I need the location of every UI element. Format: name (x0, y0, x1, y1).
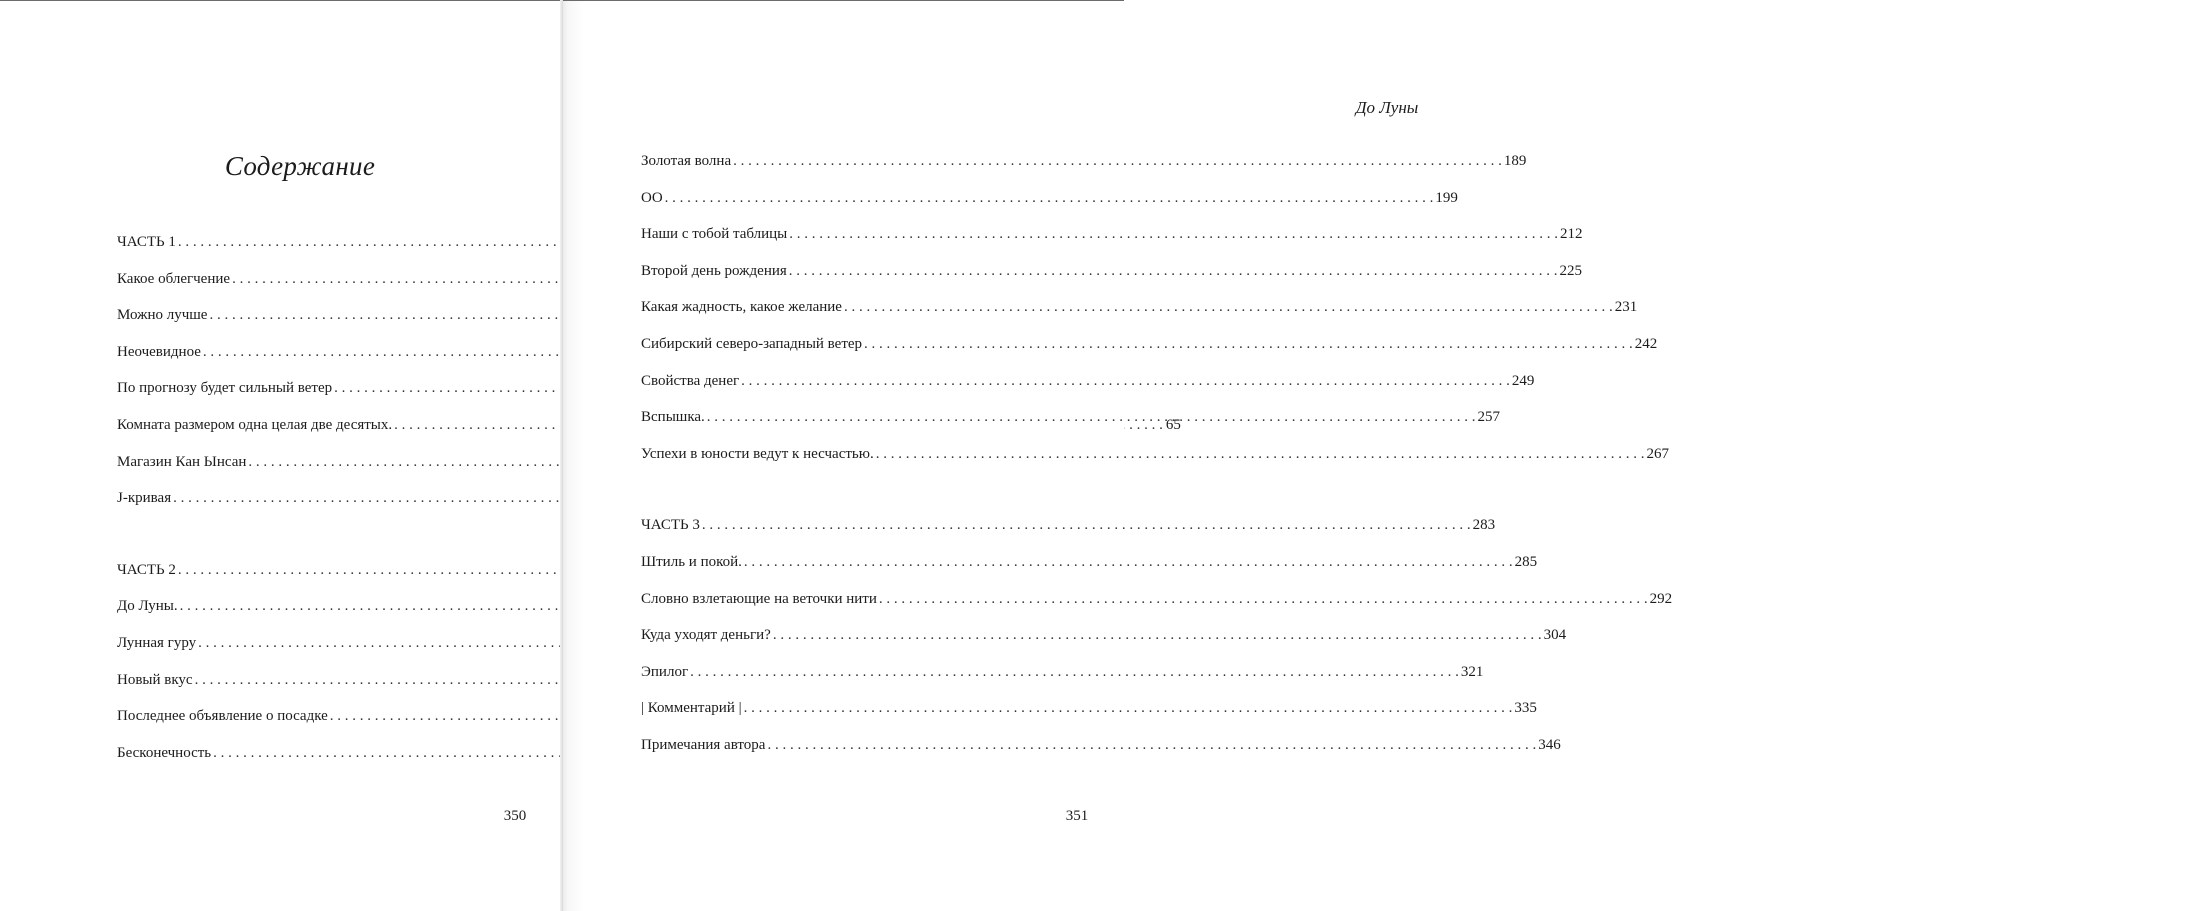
toc-entry[interactable] (117, 234, 485, 271)
toc-entry-title: ОО (641, 189, 663, 206)
toc-entry-title: ЧАСТЬ 2 (117, 561, 176, 578)
toc-entry-title: Словно взлетающие на веточки нити (641, 590, 877, 607)
toc-entry-page: 304 (1543, 627, 1567, 644)
dot-leader (733, 153, 1502, 170)
dot-leader (789, 226, 1558, 243)
toc-entry-title: ЧАСТЬ 1 (117, 234, 176, 250)
toc-entry[interactable] (641, 372, 1535, 410)
dot-leader (741, 373, 1510, 390)
toc-entry-title: ЧАСТЬ 3 (641, 517, 700, 534)
toc-entry-title: Какое облегчение (117, 270, 231, 287)
dot-leader (789, 263, 1558, 280)
toc-entry[interactable] (117, 307, 485, 344)
toc-entry-page: 283 (1472, 517, 1496, 534)
dot-leader (767, 737, 1536, 754)
toc-entry-title: | Комментарий | (641, 700, 742, 717)
toc-entry[interactable] (641, 663, 1484, 701)
dot-leader (744, 700, 1513, 717)
page-number-left: 350 (503, 808, 527, 824)
toc-entry[interactable] (117, 745, 485, 782)
toc-entry[interactable] (117, 708, 485, 745)
toc-entry-page: 285 (1514, 553, 1538, 570)
toc-entry-title: Лунная гуру (117, 634, 197, 651)
dot-leader (844, 299, 1613, 316)
toc-entry-page: 225 (1559, 262, 1583, 279)
toc-entry-title: Эпилог (641, 663, 689, 680)
dot-leader (879, 591, 1648, 608)
toc-entry-title: До Луны. (117, 598, 178, 615)
toc-entry-page: 212 (1560, 226, 1583, 243)
toc-entry[interactable] (117, 380, 485, 417)
toc-entry-page: 292 (1649, 590, 1673, 607)
toc-entry-title: Последнее объявление о посадке (117, 708, 328, 725)
toc-entry-page: 189 (1503, 153, 1527, 169)
toc-entry[interactable] (117, 490, 485, 527)
toc-entry[interactable] (641, 335, 1658, 373)
running-head: До Луны (1355, 98, 1419, 117)
toc-entry-page: 346 (1538, 736, 1561, 753)
toc-entry-title: Примечания автора (641, 736, 766, 753)
section-gap (117, 527, 485, 562)
toc-entry[interactable] (641, 153, 1527, 190)
toc-entry[interactable] (641, 700, 1537, 737)
dot-leader (773, 627, 1542, 644)
toc-entry-page: 321 (1460, 663, 1484, 680)
toc-entry-page: 335 (1514, 700, 1537, 717)
toc-entry-title: Неочевидное (117, 343, 201, 360)
toc-entry-title: Успехи в юности ведут к несчастью. (641, 445, 874, 462)
toc-entry-page: 249 (1511, 372, 1535, 389)
dot-leader (665, 190, 1434, 207)
toc-title: Содержание (224, 151, 376, 181)
toc-entry-title: Второй день рождения (641, 262, 787, 279)
toc-entry-page: 199 (1435, 189, 1458, 206)
toc-entry[interactable] (117, 344, 485, 381)
toc-entry[interactable] (641, 226, 1583, 263)
toc-entry-title: Комната размером одна целая две десятых. (117, 416, 393, 433)
toc-entry[interactable] (641, 299, 1638, 336)
toc-entry-title: Сибирский северо-западный ветер (641, 335, 863, 352)
toc-entry[interactable] (641, 590, 1673, 628)
toc-entry-title: Куда уходят деньги? (641, 627, 771, 644)
toc-entry[interactable] (641, 553, 1538, 591)
dot-leader (876, 446, 1645, 463)
toc-entry[interactable] (641, 736, 1561, 774)
toc-entry-page: 267 (1646, 445, 1669, 462)
toc-entry[interactable] (641, 627, 1567, 664)
toc-entry-title: Штиль и покой. (641, 553, 742, 570)
book-gutter (560, 0, 563, 911)
toc-entry[interactable] (117, 635, 485, 672)
dot-leader (690, 664, 1459, 681)
toc-entry-title: Новый вкус (117, 671, 193, 688)
toc-entry-title: J-кривая (117, 490, 172, 507)
toc-entry-page: 242 (1634, 335, 1658, 352)
toc-entry-title: По прогнозу будет сильный ветер (117, 380, 333, 397)
toc-entry-title: Бесконечность (117, 744, 212, 761)
dot-leader (702, 517, 1471, 534)
dot-leader (744, 554, 1513, 571)
toc-entry-page: 257 (1477, 409, 1501, 426)
toc-entry-title: Вспышка. (641, 409, 705, 426)
toc-entry-title: Наши с тобой таблицы (641, 226, 788, 243)
toc-entry[interactable] (641, 262, 1583, 300)
toc-entry-title: Можно лучше (117, 307, 208, 324)
toc-entry-title: Магазин Кан Ынсан (117, 453, 247, 470)
toc-entry-page: 231 (1614, 299, 1638, 316)
toc-entry-title: Какая жадность, какое желание (641, 299, 842, 316)
toc-entry-title: Золотая волна (641, 153, 732, 169)
toc-entry-title: Свойства денег (641, 372, 740, 389)
dot-leader (707, 409, 1476, 426)
dot-leader (864, 336, 1633, 353)
toc-entry[interactable] (641, 517, 1496, 554)
page-number-right: 351 (1065, 808, 1089, 824)
toc-entry[interactable] (117, 454, 485, 491)
toc-entry[interactable] (117, 598, 485, 635)
toc-entry[interactable] (117, 271, 485, 308)
toc-entry-page: 65 (1165, 416, 1181, 433)
toc-entry[interactable] (641, 189, 1458, 227)
section-gap (641, 482, 1009, 517)
toc-entry[interactable] (641, 445, 1669, 483)
toc-entry[interactable] (117, 672, 485, 709)
toc-entry[interactable] (117, 562, 485, 599)
